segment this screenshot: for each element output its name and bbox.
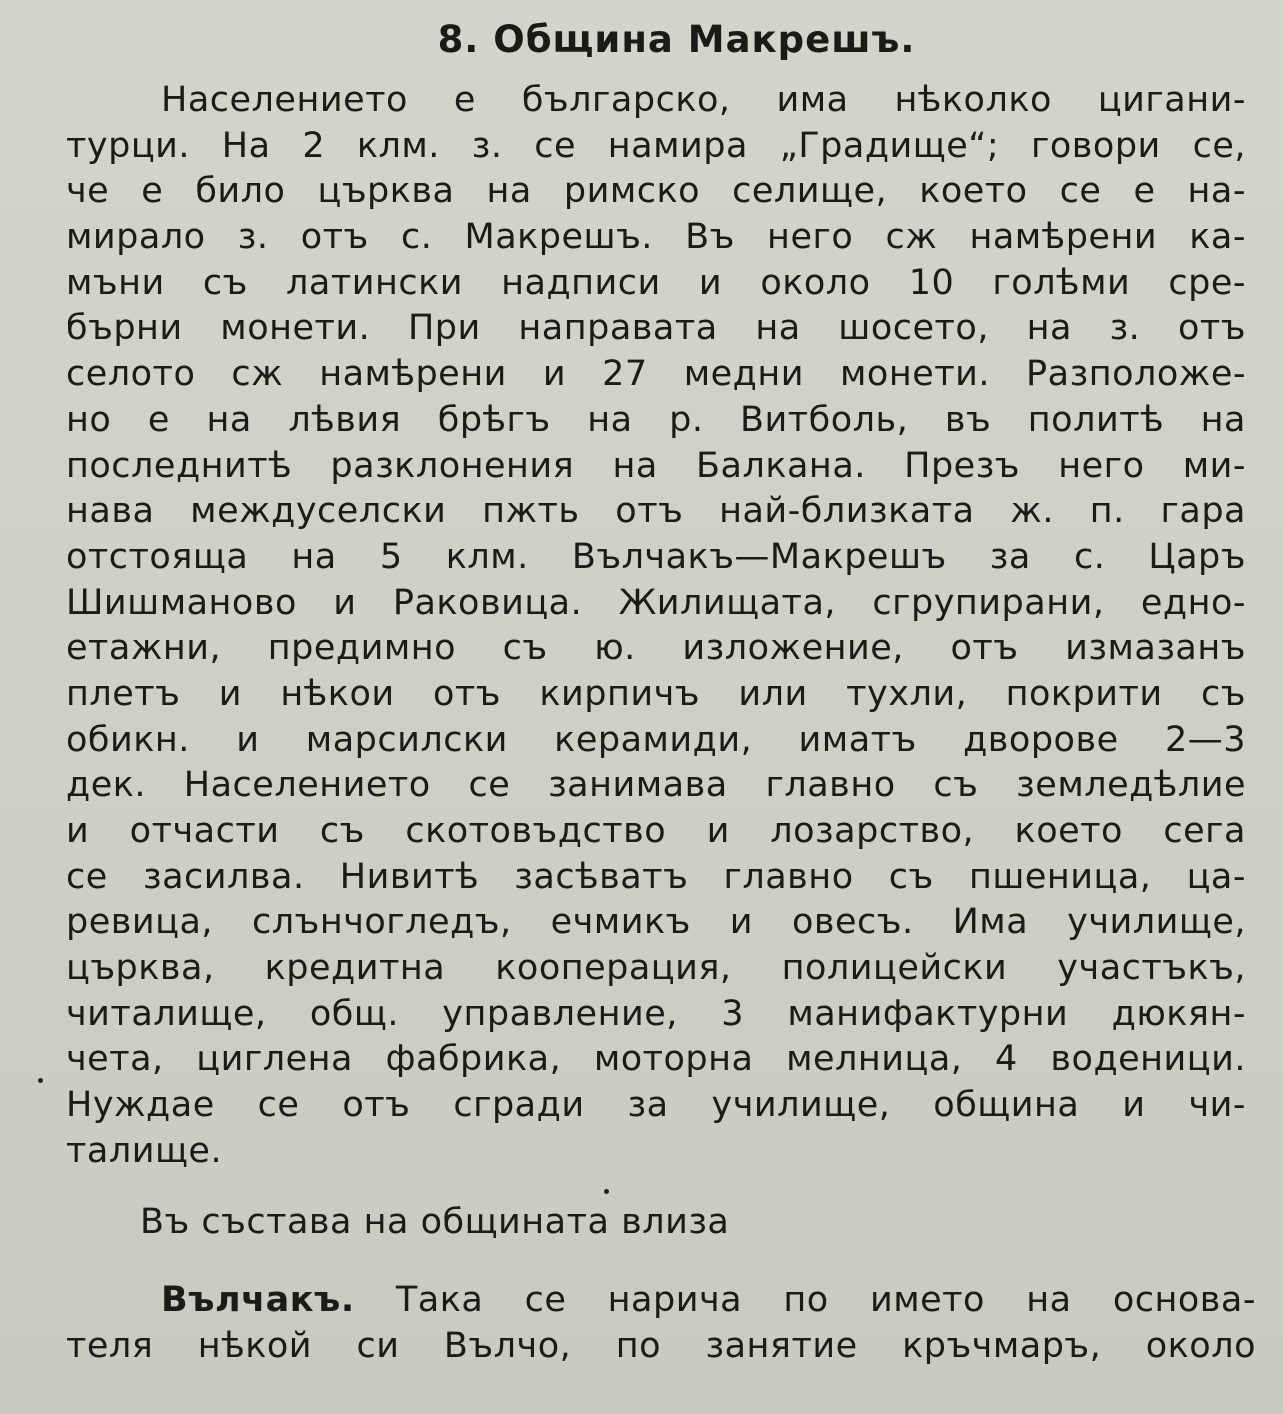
text-line: обикн. и марсилски керамиди, иматъ дворове 2—3 xyxy=(66,719,1246,760)
subheading: Въ състава на общината влиза xyxy=(140,1202,730,1242)
text-segment: Така се нарича по името на основа- xyxy=(395,1280,1256,1320)
text-line: но е на лѣвия брѣгъ на р. Витболь, въ политѣ на xyxy=(66,399,1246,440)
text-line: Нуждае се отъ сгради за училище, община и чи- xyxy=(66,1085,1246,1126)
text-line: мъни съ латински надписи и около 10 голѣми сре- xyxy=(66,262,1246,303)
text-line: Шишманово и Раковица. Жилищата, сгрупирани, едно- xyxy=(66,582,1246,623)
text-line: плетъ и нѣкои отъ кирпичъ или тухли, покрити съ xyxy=(66,673,1246,714)
text-line: бърни монети. При направата на шосето, на з. отъ xyxy=(66,308,1246,349)
text-line: теля нѣкой си Вълчо, по занятие кръчмаръ, около xyxy=(66,1325,1256,1366)
village-name: Вълчакъ. xyxy=(161,1280,355,1320)
text-line: последнитѣ разклонения на Балкана. Презъ него ми- xyxy=(66,445,1246,486)
text-line: чета, циглена фабрика, моторна мелница, 4 воденици. xyxy=(66,1039,1246,1080)
text-line: църква, кредитна кооперация, полицейски участъкъ, xyxy=(66,948,1246,989)
print-speck xyxy=(604,1189,609,1194)
text-line: и отчасти съ скотовъдство и лозарство, което сега xyxy=(66,811,1246,851)
text-line: че е било църква на римско селище, което се е на- xyxy=(66,171,1246,212)
text-line: мирало з. отъ с. Макрешъ. Въ него сж намѣрени ка- xyxy=(66,217,1246,258)
section-heading: 8. Община Макрешъ. xyxy=(437,18,916,61)
paragraph-village xyxy=(66,1278,1256,1369)
text-line: етажни, предимно съ ю. изложение, отъ измазанъ xyxy=(66,628,1246,669)
text-line: ревица, слънчогледъ, ечмикъ и овесъ. Има училище, xyxy=(66,902,1246,943)
text-line: турци. На 2 клм. з. се намира „Градище“; говори се, xyxy=(66,125,1246,166)
paragraph-main xyxy=(66,78,1246,1175)
text-line: читалище, общ. управление, 3 манифактурни дюкян- xyxy=(66,993,1246,1034)
text-line: отстояща на 5 клм. Вълчакъ—Макрешъ за с. Царъ xyxy=(66,536,1246,577)
text-line: талище. xyxy=(66,1130,223,1171)
text-line xyxy=(66,1278,1256,1324)
text-line: селото сж намѣрени и 27 медни монети. Разположе- xyxy=(66,354,1246,395)
text-line: се засилва. Нивитѣ засѣватъ главно съ пшеница, ца- xyxy=(66,856,1246,897)
print-speck xyxy=(38,1078,43,1083)
text-line: нава междуселски пжть отъ най-близката ж. п. гара xyxy=(66,491,1246,532)
text-line: Населението е българско, има нѣколко цигани- xyxy=(161,80,1246,120)
text-line: дек. Населението се занимава главно съ земледѣлие xyxy=(66,765,1246,806)
